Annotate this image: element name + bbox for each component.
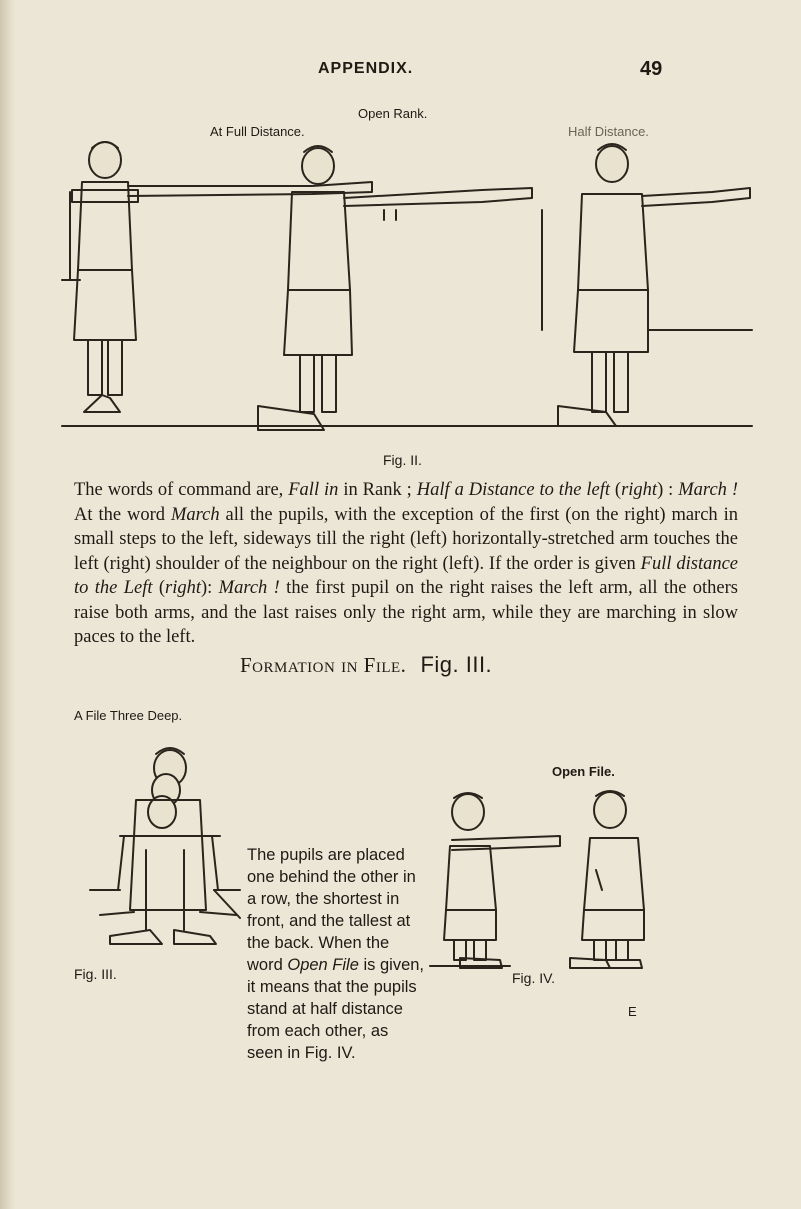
fig2-illustration — [62, 130, 752, 430]
para-text: all the pupils, with the exception of the first (on the right) march in small steps to the left, sideways till the right (left) horizontally-stretched arm touches the left (right) shoulder of the neighbour on the right (left). If the order is given — [74, 504, 739, 574]
para-text: ): — [201, 578, 219, 598]
header-title: APPENDIX. — [318, 60, 414, 77]
fig2-figure-right — [542, 144, 752, 426]
side-command: Open File — [287, 956, 359, 974]
fig2-right-label: Half Distance. — [568, 124, 649, 139]
para-text: in Rank ; — [338, 480, 417, 500]
para-command: right — [165, 578, 201, 598]
signature-mark: E — [628, 1004, 637, 1019]
section-fig-ref: Fig. III. — [420, 652, 493, 677]
running-header — [0, 60, 801, 84]
para-text: ( — [152, 578, 166, 598]
para-command: Half a Distance to the left — [416, 480, 610, 500]
para-text: ( — [609, 480, 622, 500]
page-number: 49 — [640, 58, 663, 80]
fig3-caption: Fig. III. — [74, 966, 117, 982]
side-paragraph — [247, 844, 427, 1064]
para-command: March — [170, 504, 220, 525]
fig4-figure-right — [570, 791, 644, 968]
para-text: the first pupil on the right raises the left arm, all the others raise both arms, and the last raises only the right arm, while they are marching in slow paces to the left. — [74, 578, 738, 647]
para-command: Fall in — [288, 480, 339, 500]
para-command: March ! — [218, 578, 280, 598]
fig2-left-label: At Full Distance. — [210, 124, 305, 139]
fig3-illustration — [90, 740, 240, 950]
section-heading — [240, 652, 492, 678]
para-command: March ! — [678, 480, 738, 500]
para-command: Full distance to the Left — [74, 553, 739, 598]
fig4-label: Open File. — [552, 764, 615, 779]
side-text: The pupils are placed one behind the other in a row, the shortest in front, and the tallest at the back. When the word — [247, 846, 416, 974]
page-spine-shadow — [0, 0, 16, 1209]
side-text: is given, it means that the pupils stand at half distance from each other, as seen in Fig. IV. — [247, 956, 425, 1062]
para-text: ) : — [657, 480, 679, 500]
body-paragraph — [74, 478, 738, 650]
fig3-label: A File Three Deep. — [74, 708, 183, 723]
para-text: The words of command are, — [74, 480, 289, 500]
fig4-figure-left — [430, 793, 560, 968]
para-command: right — [621, 480, 658, 500]
fig4-illustration — [430, 790, 670, 968]
para-text: At the word — [74, 504, 171, 525]
fig2-top-label: Open Rank. — [358, 106, 428, 121]
section-title: Formation in File. — [240, 653, 407, 677]
fig2-caption: Fig. II. — [383, 452, 422, 468]
fig4-caption: Fig. IV. — [512, 970, 556, 986]
